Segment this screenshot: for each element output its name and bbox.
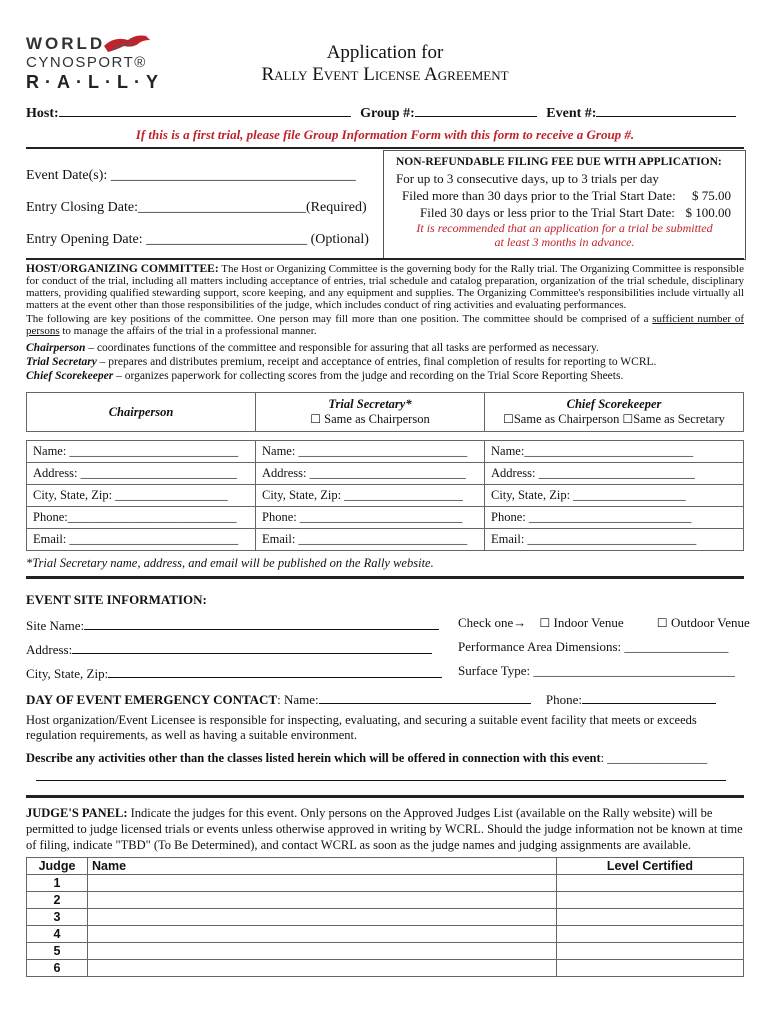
judge-level-field[interactable] — [557, 875, 744, 892]
judge-level-field[interactable] — [557, 926, 744, 943]
responsibility-text: Host organization/Event Licensee is responsible for inspecting, evaluating, and securing a suitable event facility that meets or exceeds regulation requirements, as well as having a suitable environment. — [26, 713, 697, 742]
key-positions-tail: to manage the affairs of the trial in a professional manner. — [59, 325, 317, 337]
event-field[interactable] — [596, 102, 736, 117]
emergency-phone-field[interactable] — [582, 689, 716, 704]
col-chief-scorekeeper — [485, 393, 744, 432]
table-row — [27, 441, 744, 463]
city-label: City, State, Zip: — [26, 666, 109, 681]
col2-option: Same as Chairperson — [324, 412, 430, 426]
outdoor-checkbox[interactable]: ☐ — [656, 616, 668, 630]
checkbox[interactable]: ☐ — [622, 412, 634, 426]
table-row — [27, 507, 744, 529]
scorekeeper-name[interactable]: Name:___________________________ — [485, 441, 744, 463]
judges-text: Indicate the judges for this event. Only persons on the Approved Judges List (available on the Rally website) will be permitted to judge licensed trials or events unless otherwise approved in writing by WCRL. Should the judge information not be known at time of filing, indicate "TBD" (To Be Determined), and contact WCRL as soon as the judge names and judging assignments are available. — [26, 806, 743, 852]
secretary-footnote: *Trial Secretary name, address, and email will be published on the Rally website. — [26, 556, 434, 570]
judge-level-field[interactable] — [557, 909, 744, 926]
key-positions-text: The following are key positions of the committee. One person may fill more than one position. The committee should be comprised of a — [26, 313, 653, 325]
scorekeeper-address[interactable]: Address: _________________________ — [485, 463, 744, 485]
col2-label: Trial Secretary* — [328, 397, 412, 411]
col3-option-1: Same as Chairperson — [513, 412, 620, 426]
chair-term: Chairperson — [26, 342, 86, 354]
table-row — [27, 485, 744, 507]
col3-label: Chief Scorekeeper — [566, 397, 662, 411]
judge-name-field[interactable] — [88, 926, 557, 943]
entry-opening-field[interactable]: Entry Opening Date: _______________________ (Optional) — [26, 232, 369, 247]
emergency-label: DAY OF EVENT EMERGENCY CONTACT — [26, 692, 278, 707]
outdoor-label: Outdoor Venue — [670, 615, 750, 630]
fee-more-amount: $ 75.00 — [692, 188, 731, 203]
city-field[interactable] — [108, 663, 442, 678]
secretary-phone[interactable]: Phone: __________________________ — [256, 507, 485, 529]
secretary-name[interactable]: Name: ___________________________ — [256, 441, 485, 463]
table-row — [27, 529, 744, 551]
address-field[interactable] — [72, 639, 432, 654]
committee-text: The Host or Organizing Committee is the governing body for the Rally trial. The Organizing Committee is responsible for conduct of the trial, including all matters including acceptance of entries, trial schedule and catalog preparation, organization of the trial schedule, disciplinary matters, providing qualified stewarding support, score keeping, and any equipment and supplies. The Organizing Committee's responsibilities include virtually all matters at the event other than those responsibilities of the judge, which includes conduct of ring activities and evaluating performances. — [26, 263, 744, 311]
indoor-label: Indoor Venue — [553, 615, 624, 630]
emergency-name-label: : Name: — [277, 692, 319, 707]
chair-city[interactable]: City, State, Zip: __________________ — [27, 485, 256, 507]
fee-sub: For up to 3 consecutive days, up to 3 trials per day — [396, 171, 659, 186]
scorekeeper-city[interactable]: City, State, Zip: __________________ — [485, 485, 744, 507]
scorekeeper-phone[interactable]: Phone: __________________________ — [485, 507, 744, 529]
group-label: Group #: — [360, 106, 415, 121]
table-row — [27, 463, 744, 485]
describe-field[interactable]: : ________________ — [600, 751, 708, 765]
logo-line-1: WORLD — [26, 34, 106, 53]
table-row — [27, 960, 744, 977]
sec-term: Trial Secretary — [26, 356, 97, 368]
judge-name-field[interactable] — [88, 960, 557, 977]
dates-section — [26, 150, 382, 258]
city-row — [26, 663, 442, 682]
judge-name-field[interactable] — [88, 875, 557, 892]
judges-heading: JUDGE'S PANEL: — [26, 806, 128, 820]
table-row — [27, 943, 744, 960]
group-field[interactable] — [415, 102, 537, 117]
logo-line-3: R·A·L·L·Y — [26, 72, 164, 92]
col-name: Name — [88, 858, 557, 875]
emergency-row — [26, 689, 716, 708]
judge-number: 2 — [27, 892, 88, 909]
describe-label: Describe any activities other than the classes listed herein which will be offered in connection with this event — [26, 751, 601, 765]
venue-check-row — [458, 615, 750, 631]
divider — [26, 576, 744, 579]
divider — [26, 795, 744, 798]
host-row — [26, 102, 746, 122]
site-name-field[interactable] — [84, 615, 439, 630]
fee-recommend-2: at least 3 months in advance. — [494, 235, 635, 249]
divider — [26, 147, 744, 149]
checkbox[interactable]: ☐ — [503, 412, 514, 426]
entry-closing-field[interactable]: Entry Closing Date:________________________(Required) — [26, 200, 367, 215]
judge-name-field[interactable] — [88, 909, 557, 926]
scorekeeper-email[interactable]: Email: ___________________________ — [485, 529, 744, 551]
col1-label: Chairperson — [108, 404, 174, 419]
describe-row — [26, 751, 707, 766]
describe-line[interactable] — [36, 770, 726, 781]
judge-level-field[interactable] — [557, 943, 744, 960]
site-name-row — [26, 615, 442, 634]
judge-level-field[interactable] — [557, 960, 744, 977]
fee-recommend-1: It is recommended that an application for a trial be submitted — [416, 221, 713, 235]
emergency-phone-label: Phone: — [545, 692, 583, 707]
surface-field[interactable]: Surface Type: _______________________________ — [458, 663, 735, 678]
indoor-checkbox[interactable]: ☐ — [539, 616, 551, 630]
role-definitions — [26, 341, 744, 383]
judge-number: 3 — [27, 909, 88, 926]
committee-heading: HOST/ORGANIZING COMMITTEE: — [26, 263, 219, 275]
host-field[interactable] — [59, 102, 351, 117]
committee-key-positions — [26, 313, 744, 337]
judges-description — [26, 805, 744, 853]
table-row — [27, 892, 744, 909]
score-term: Chief Scorekeeper — [26, 370, 114, 382]
col-level: Level Certified — [557, 858, 744, 875]
title-line-1: Application for — [326, 42, 444, 63]
table-row — [27, 926, 744, 943]
key-positions-underline: sufficient number of persons — [26, 313, 745, 337]
fee-box — [383, 150, 746, 260]
logo-line-2: CYNOSPORT® — [26, 54, 147, 71]
judge-name-field[interactable] — [88, 943, 557, 960]
score-def — [26, 369, 744, 383]
secretary-address[interactable]: Address: _________________________ — [256, 463, 485, 485]
host-label: Host: — [26, 106, 59, 121]
table-spacer — [27, 432, 744, 441]
sec-def — [26, 355, 744, 369]
chair-email[interactable]: Email: ___________________________ — [27, 529, 256, 551]
divider — [26, 258, 744, 260]
col3-option-2: Same as Secretary — [633, 412, 725, 426]
event-label: Event #: — [546, 106, 597, 121]
table-row — [27, 875, 744, 892]
fee-heading: NON-REFUNDABLE FILING FEE DUE WITH APPLICATION: — [396, 156, 722, 168]
site-name-label: Site Name: — [26, 618, 85, 633]
site-heading: EVENT SITE INFORMATION: — [26, 592, 207, 607]
chair-phone[interactable]: Phone:___________________________ — [27, 507, 256, 529]
judge-name-field[interactable] — [88, 892, 557, 909]
judge-level-field[interactable] — [557, 892, 744, 909]
score-def-text: – organizes paperwork for collecting scores from the judge and recording on the Trial Score Reporting Sheets. — [113, 370, 624, 382]
chair-def — [26, 341, 744, 355]
judges-table — [26, 857, 744, 977]
col-chairperson — [27, 393, 256, 432]
emergency-name-field[interactable] — [319, 689, 531, 704]
secretary-email[interactable]: Email: ___________________________ — [256, 529, 485, 551]
event-dates-field[interactable]: Event Date(s): ___________________________________ — [26, 168, 356, 183]
address-label: Address: — [26, 642, 73, 657]
arrow-right-icon: → — [513, 615, 527, 630]
chair-def-text: – coordinates functions of the committee and responsible for assuring that all tasks are performed as necessary. — [85, 342, 599, 354]
table-row — [27, 909, 744, 926]
fee-more-label: Filed more than 30 days prior to the Trial Start Date: — [402, 188, 676, 203]
committee-table — [26, 392, 744, 551]
secretary-city[interactable]: City, State, Zip: ___________________ — [256, 485, 485, 507]
col-trial-secretary — [256, 393, 485, 432]
col-judge: Judge — [27, 858, 88, 875]
title-line-2: Rally Event License Agreement — [261, 64, 509, 85]
judge-number: 6 — [27, 960, 88, 977]
address-row — [26, 639, 432, 658]
fee-less-label: Filed 30 days or less prior to the Trial Start Date: — [420, 205, 675, 220]
judge-number: 1 — [27, 875, 88, 892]
checkbox[interactable]: ☐ — [310, 412, 322, 426]
judge-number: 4 — [27, 926, 88, 943]
perf-area-field[interactable]: Performance Area Dimensions: ________________ — [458, 639, 729, 654]
sec-def-text: – prepares and distributes premium, receipt and acceptance of entries, final completion of results for reporting to WCRL. — [96, 356, 657, 368]
committee-description — [26, 263, 744, 311]
judge-number: 5 — [27, 943, 88, 960]
fee-less-amount: $ 100.00 — [685, 205, 731, 220]
first-trial-notice: If this is a first trial, please file Group Information Form with this form to receive a Group #. — [135, 127, 635, 142]
check-one-label: Check one — [458, 615, 514, 630]
chair-address[interactable]: Address: _________________________ — [27, 463, 256, 485]
chair-name[interactable]: Name: ___________________________ — [27, 441, 256, 463]
